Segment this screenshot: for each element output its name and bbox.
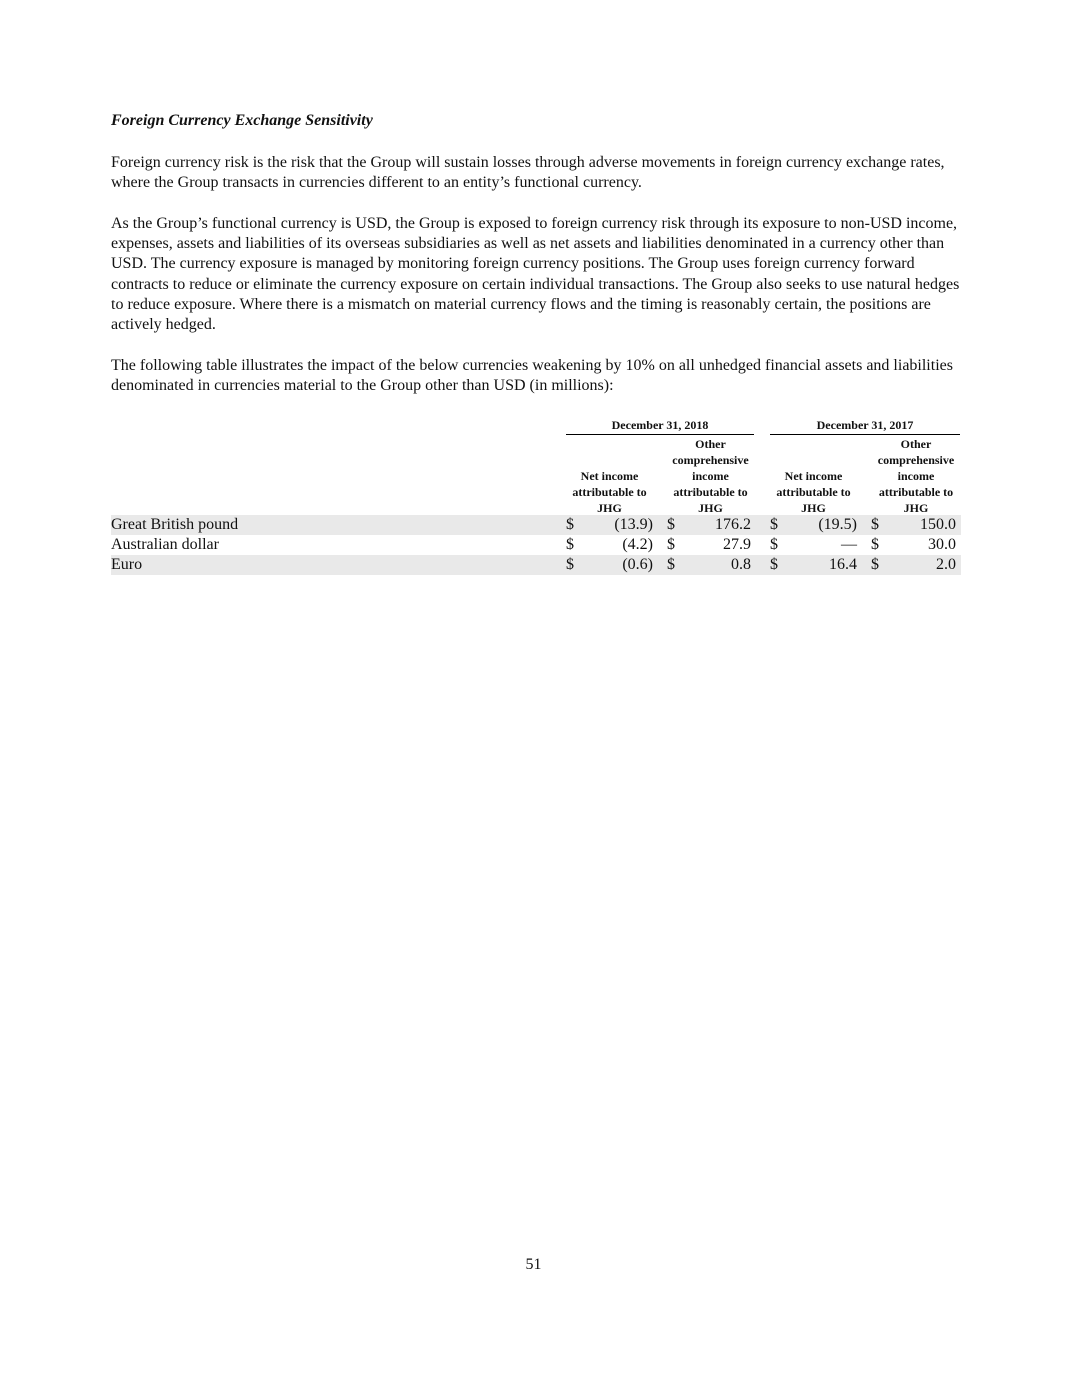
row-label: Euro: [111, 556, 143, 573]
column-header-2017-oci: Other comprehensive income attributable to JHG: [871, 436, 961, 517]
value-cell: 176.2: [715, 516, 751, 533]
paragraph-3: The following table illustrates the impact of the below currencies weakening by 10% on all unhedged financial assets and liabilities denominated in currencies material to the Group other than USD (in millions):: [111, 357, 953, 395]
currency-symbol: $: [770, 516, 778, 533]
period-header-2017: December 31, 2017: [770, 418, 960, 435]
period-header-2018: December 31, 2018: [566, 418, 754, 435]
section-heading: Foreign Currency Exchange Sensitivity: [111, 112, 373, 129]
value-cell: 2.0: [936, 556, 956, 573]
currency-symbol: $: [871, 516, 879, 533]
column-header-2018-net-income: Net income attributable to JHG: [566, 468, 653, 517]
value-cell: 27.9: [723, 536, 751, 553]
paragraph-2: As the Group’s functional currency is USD, the Group is exposed to foreign currency risk through its exposure to non-USD income, expenses, assets and liabilities of its overseas subsidiaries as well as net assets and liabilities denominated in a currency other than USD. The currency exposure is managed by monitoring foreign currency positions. The Group uses foreign currency forward contracts to reduce or eliminate the currency exposure on certain individual transactions. The Group also seeks to use natural hedges to reduce exposure. Where there is a mismatch on material currency flows and the timing is reasonably certain, the positions are actively hedged.: [111, 215, 960, 334]
currency-symbol: $: [566, 516, 574, 533]
value-cell: (0.6): [622, 556, 653, 573]
value-cell: (13.9): [614, 516, 653, 533]
page-number: 51: [525, 1256, 542, 1273]
currency-symbol: $: [871, 556, 879, 573]
currency-symbol: $: [770, 556, 778, 573]
value-cell: 16.4: [829, 556, 857, 573]
currency-symbol: $: [566, 536, 574, 553]
row-label: Australian dollar: [111, 536, 219, 553]
currency-symbol: $: [871, 536, 879, 553]
value-cell: 30.0: [928, 536, 956, 553]
value-cell: 150.0: [920, 516, 956, 533]
column-header-2018-oci: Other comprehensive income attributable to JHG: [667, 436, 754, 517]
paragraph-1: Foreign currency risk is the risk that the Group will sustain losses through adverse movements in foreign currency exchange rates, where the Group transacts in currencies different to an entity’s functional currency.: [111, 154, 945, 192]
table-row: [111, 515, 961, 535]
column-header-2017-net-income: Net income attributable to JHG: [770, 468, 857, 517]
currency-symbol: $: [667, 516, 675, 533]
value-cell: —: [841, 536, 857, 553]
currency-symbol: $: [770, 536, 778, 553]
value-cell: 0.8: [731, 556, 751, 573]
currency-symbol: $: [667, 536, 675, 553]
table-row: [111, 555, 961, 575]
value-cell: (4.2): [622, 536, 653, 553]
currency-symbol: $: [667, 556, 675, 573]
table-row: [111, 535, 961, 555]
value-cell: (19.5): [818, 516, 857, 533]
row-label: Great British pound: [111, 516, 239, 533]
currency-symbol: $: [566, 556, 574, 573]
